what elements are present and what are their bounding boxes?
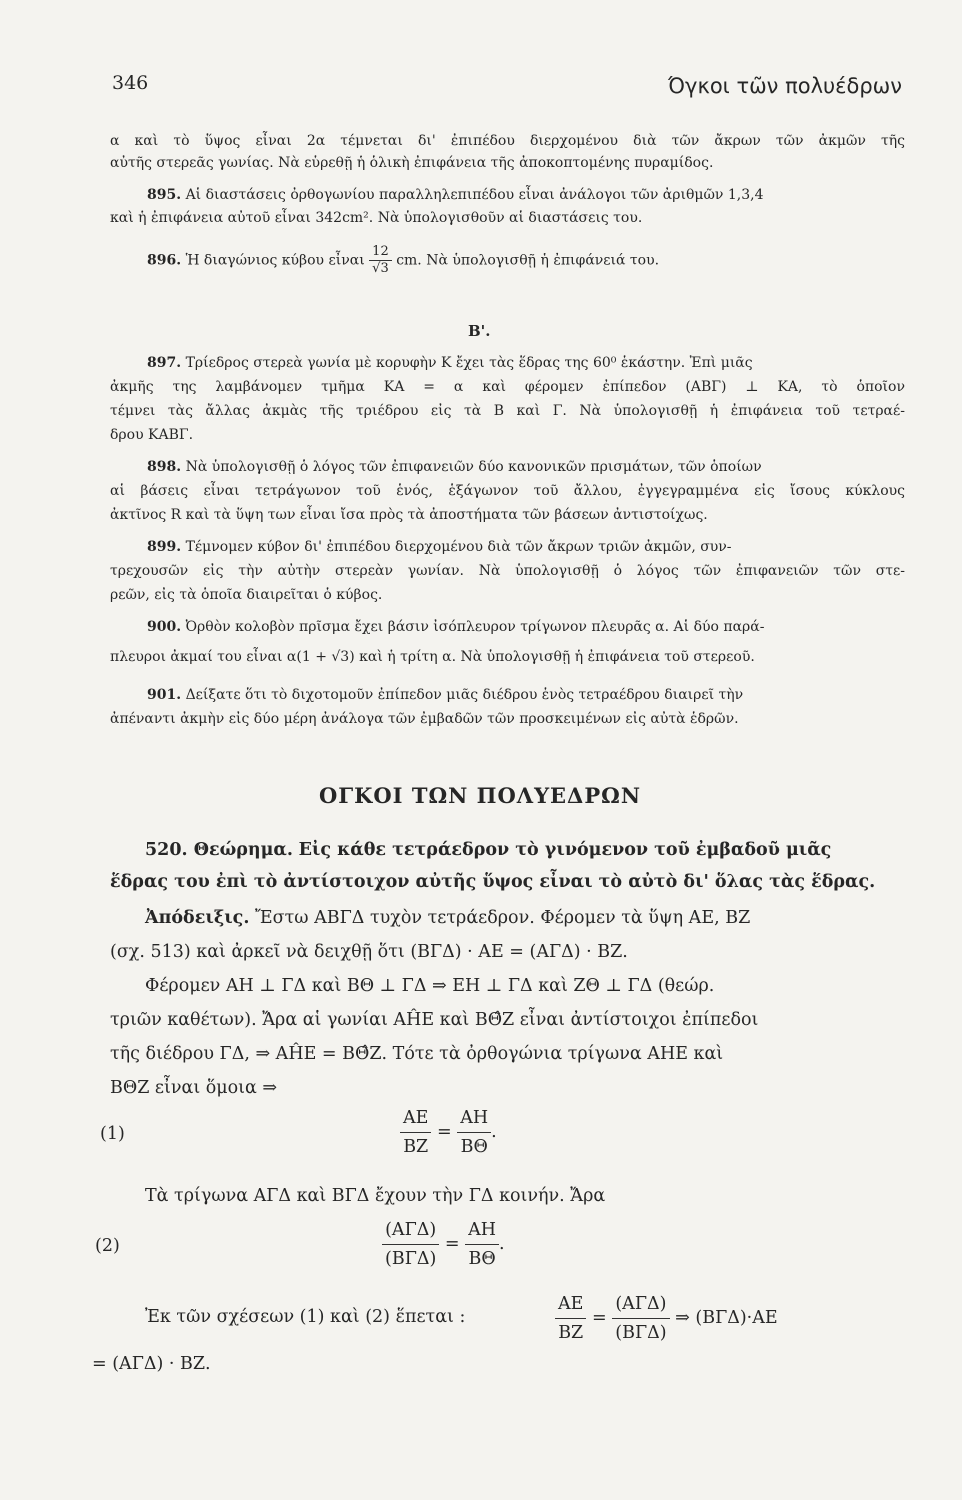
- exercise-898-line: ἀκτῖνος R καὶ τὰ ὕψη των εἶναι ἴσα πρὸς τὰ ἀποστήματα τῶν βάσεων ἀντιστοίχως.: [110, 507, 708, 523]
- exercise-number: 895.: [147, 187, 182, 203]
- exercise-895: [147, 184, 764, 206]
- proof-line: (σχ. 513) καὶ ἀρκεῖ νὰ δειχθῇ ὅτι (ΒΓΔ) · ΑΕ = (ΑΓΔ) · ΒΖ.: [110, 942, 628, 962]
- fraction-numerator: (ΑΓΔ): [612, 1290, 669, 1319]
- fraction: [555, 1290, 586, 1347]
- exercise-901: [147, 684, 743, 706]
- theorem-line: ἕδρας του ἐπὶ τὸ ἀντίστοιχον αὐτῆς ὕψος εἶναι τὸ αὐτὸ δι' ὅλας τὰς ἕδρας.: [110, 872, 876, 892]
- exercise-text: Αἱ διαστάσεις ὀρθογωνίου παραλληλεπιπέδου εἶναι ἀνάλογοι τῶν ἀριθμῶν 1,3,4: [185, 187, 764, 203]
- fraction-denominator: (ΒΓΔ): [615, 1323, 667, 1343]
- fraction-denominator: √3: [372, 261, 389, 276]
- fraction-denominator: (ΒΓΔ): [385, 1249, 437, 1269]
- running-head: Όγκοι τῶν πολυέδρων: [667, 74, 902, 98]
- exercise-897: [147, 352, 753, 374]
- page-number: 346: [112, 72, 149, 94]
- exercise-897-line: δρου ΚΑΒΓ.: [110, 427, 194, 443]
- exercise-text: Ἡ διαγώνιος κύβου εἶναι: [185, 252, 365, 269]
- section-title: ΟΓΚΟΙ ΤΩΝ ΠΟΛΥΕΔΡΩΝ: [318, 783, 642, 808]
- fraction-numerator: ΑΕ: [400, 1104, 431, 1133]
- exercise-text: cm. Νὰ ὑπολογισθῇ ἡ ἐπιφάνειά του.: [396, 252, 660, 269]
- exercise-number: 900.: [147, 619, 182, 635]
- exercise-899-line: τρεχουσῶν εἰς τὴν αὐτὴν στερεὰν γωνίαν. Νὰ ὑπολογισθῇ ὁ λόγος τῶν ἐπιφανειῶν τῶν στε-: [110, 563, 905, 579]
- proof-line: [145, 904, 750, 932]
- exercise-number: 897.: [147, 355, 182, 371]
- equals-sign: =: [444, 1234, 460, 1254]
- fraction-numerator: ΑΗ: [457, 1104, 491, 1133]
- exercise-text: Τέμνομεν κύβον δι' ἐπιπέδου διερχομένου διὰ τῶν ἄκρων τριῶν ἀκμῶν, συν-: [185, 539, 732, 555]
- theorem-line: [145, 836, 831, 864]
- fraction-denominator: ΒΘ: [468, 1249, 496, 1269]
- implies-arrow: ⇒: [675, 1308, 690, 1328]
- exercise-900-line: πλευροι ἀκμαί του εἶναι α(1 + √3) καὶ ἡ τρίτη α. Νὰ ὑπολογισθῇ ἡ ἐπιφάνεια τοῦ στερεοῦ.: [110, 649, 755, 665]
- proof-line: Ἐκ τῶν σχέσεων (1) καὶ (2) ἕπεται :: [145, 1307, 466, 1327]
- exercise-number: 901.: [147, 687, 182, 703]
- proof-line: τῆς διέδρου ΓΔ, ⇒ ΑĤΕ = ΒΘ̂Ζ. Τότε τὰ ὀρθογώνια τρίγωνα ΑΗΕ καὶ: [110, 1044, 724, 1064]
- proof-line: Φέρομεν ΑΗ ⊥ ΓΔ καὶ ΒΘ ⊥ ΓΔ ⇒ ΕΗ ⊥ ΓΔ καὶ ΖΘ ⊥ ΓΔ (θεώρ.: [145, 976, 715, 996]
- equation-3: [555, 1290, 778, 1347]
- fraction: [382, 1216, 439, 1273]
- exercise-900: [147, 616, 764, 638]
- exercise-899-line: ρεῶν, εἰς τὰ ὁποῖα διαιρεῖται ὁ κύβος.: [110, 587, 383, 603]
- fraction-denominator: ΒΖ: [403, 1137, 429, 1157]
- exercise-text: Τρίεδρος στερεὰ γωνία μὲ κορυφὴν Κ ἔχει τὰς ἕδρας της 60⁰ ἑκάστην. Ἐπὶ μιᾶς: [185, 355, 753, 371]
- part-b-heading: Β'.: [468, 322, 491, 340]
- exercise-897-line: ἀκμῆς της λαμβάνομεν τμῆμα ΚΑ = α καὶ φέρομεν ἐπίπεδον (ΑΒΓ) ⊥ ΚΑ, τὸ ὁποῖον: [110, 379, 905, 395]
- exercise-text: Δείξατε ὅτι τὸ διχοτομοῦν ἐπίπεδον μιᾶς διέδρου ἑνὸς τετραέδρου διαιρεῖ τὴν: [185, 687, 744, 703]
- equation-2: $\frac{\text{(ΑΓΔ)}}{\text{(ΒΓΔ)}}$ = $\frac{AH}{B\Theta}$ .: [382, 1216, 505, 1273]
- theorem-text: Εἰς κάθε τετράεδρον τὸ γινόμενον τοῦ ἐμβαδοῦ μιᾶς: [298, 840, 832, 860]
- equation-tail: (ΒΓΔ)·ΑΕ: [695, 1308, 778, 1328]
- exercise-number: 896.: [147, 252, 182, 269]
- proof-line: τριῶν καθέτων). Ἄρα αἱ γωνίαι ΑĤΕ καὶ ΒΘ̂Ζ εἶναι ἀντίστοιχοι ἐπίπεδοι: [110, 1010, 759, 1030]
- equation-label: (2): [95, 1236, 120, 1256]
- exercise-901-line: ἀπέναντι ἀκμὴν εἰς δύο μέρη ἀνάλογα τῶν ἐμβαδῶν τῶν προσκειμένων εἰς αὐτὰ ἑδρῶν.: [110, 711, 739, 727]
- exercise-898-line: αἱ βάσεις εἶναι τετράγωνον τοῦ ἑνός, ἑξάγωνον τοῦ ἄλλου, ἐγγεγραμμένα εἰς ἴσους κύκλους: [110, 483, 905, 499]
- fraction: [400, 1104, 431, 1161]
- fraction-numerator: ΑΗ: [465, 1216, 499, 1245]
- exercise-899: [147, 536, 732, 558]
- fraction-numerator: ΑΕ: [555, 1290, 586, 1319]
- fraction: [457, 1104, 491, 1161]
- fraction-numerator: 12: [369, 244, 392, 261]
- equation-label: (1): [100, 1124, 125, 1144]
- exercise-text: Ὀρθὸν κολοβὸν πρῖσμα ἔχει βάσιν ἰσόπλευρον τρίγωνον πλευρᾶς α. Αἱ δύο παρά-: [185, 619, 765, 635]
- fraction-denominator: ΒΖ: [558, 1323, 584, 1343]
- theorem-label: 520. Θεώρημα.: [145, 840, 293, 860]
- exercise-896: [147, 244, 659, 277]
- fraction-denominator: ΒΘ: [460, 1137, 488, 1157]
- exercise-number: 899.: [147, 539, 182, 555]
- proof-text: Ἔστω ΑΒΓΔ τυχὸν τετράεδρον. Φέρομεν τὰ ὕψη ΑΕ, ΒΖ: [255, 908, 751, 928]
- exercise-895-line: καὶ ἡ ἐπιφάνεια αὐτοῦ εἶναι 342cm². Νὰ ὑπολογισθοῦν αἱ διαστάσεις του.: [110, 210, 643, 226]
- exercise-897-line: τέμνει τὰς ἄλλας ἀκμὰς τῆς τριέδρου εἰς τὰ Β καὶ Γ. Νὰ ὑπολογισθῇ ἡ ἐπιφάνεια τοῦ τετραέ-: [110, 403, 905, 419]
- fraction: [465, 1216, 499, 1273]
- proof-line: = (ΑΓΔ) · ΒΖ.: [92, 1354, 211, 1374]
- proof-line: ΒΘΖ εἶναι ὅμοια ⇒: [110, 1078, 278, 1098]
- equals-sign: =: [437, 1122, 452, 1142]
- exercise-number: 898.: [147, 459, 182, 475]
- exercise-894-line: α καὶ τὸ ὕψος εἶναι 2α τέμνεται δι' ἐπιπέδου διερχομένου διὰ τῶν ἄκρων τῶν ἀκμῶν τῆς: [110, 133, 905, 149]
- fraction: [612, 1290, 669, 1347]
- equation-1: $\frac{AE}{BZ}$ = $\frac{AH}{B\Theta}$ .: [400, 1104, 497, 1161]
- exercise-894-line: αὐτῆς στερεᾶς γωνίας. Νὰ εὑρεθῇ ἡ ὁλικὴ ἐπιφάνεια τῆς ἀποκοπτομένης πυραμίδος.: [110, 155, 714, 171]
- equals-sign: =: [592, 1308, 607, 1328]
- fraction: [369, 244, 392, 277]
- exercise-text: Νὰ ὑπολογισθῇ ὁ λόγος τῶν ἐπιφανειῶν δύο κανονικῶν πρισμάτων, τῶν ὁποίων: [185, 459, 762, 475]
- proof-line: Τὰ τρίγωνα ΑΓΔ καὶ ΒΓΔ ἔχουν τὴν ΓΔ κοινήν. Ἄρα: [145, 1186, 606, 1206]
- exercise-898: [147, 456, 762, 478]
- fraction-numerator: (ΑΓΔ): [382, 1216, 439, 1245]
- proof-label: Ἀπόδειξις.: [145, 908, 250, 928]
